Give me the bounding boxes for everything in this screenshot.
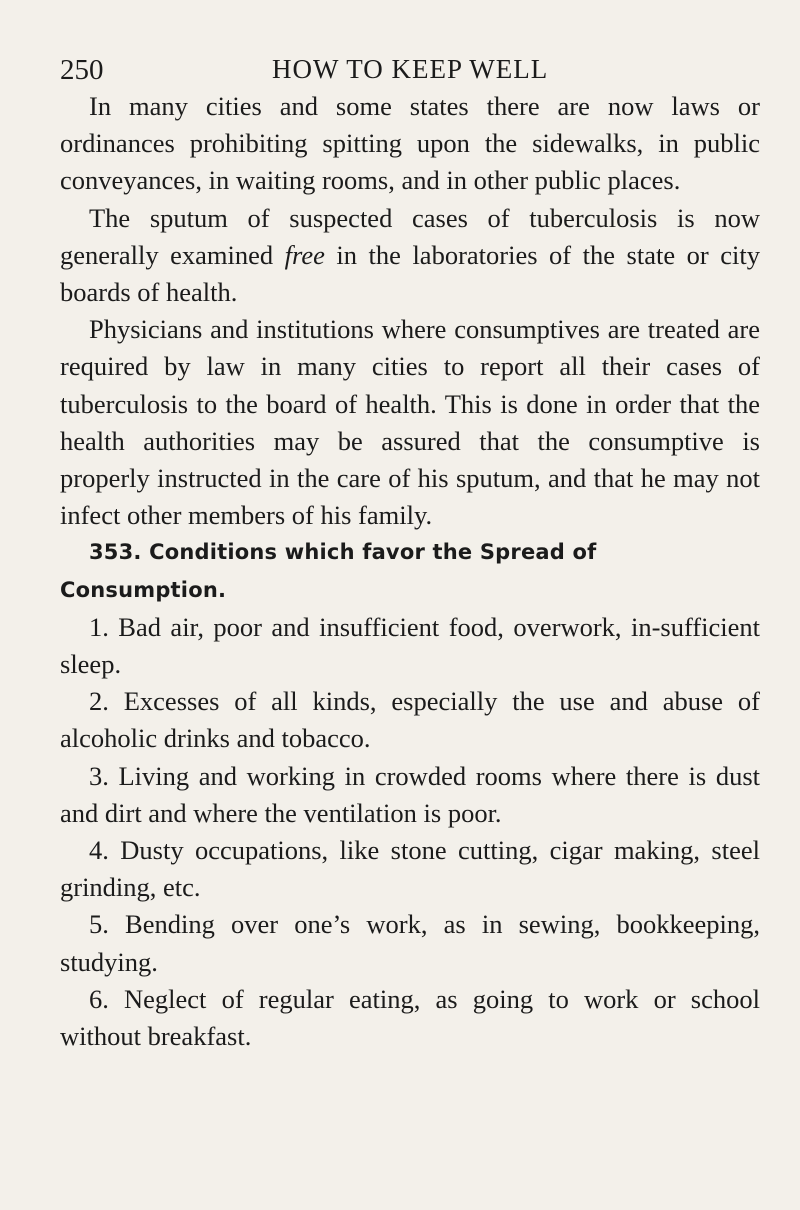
- emphasis-free: free: [284, 239, 325, 270]
- paragraph-reporting-cases: Physicians and institutions where consumptives are treated are required by law in many cities to report all their cases of tuberculosis to the board of health. This is done in order that the health authorities may be assured that the consumptive is properly instructed in the care of his sputum, and that he may not infect other members of his family.: [60, 314, 760, 531]
- list-item: 6. Neglect of regular eating, as going to work or school without breakfast.: [60, 983, 760, 1052]
- list-item: 2. Excesses of all kinds, especially the use and abuse of alcoholic drinks and tobacco.: [60, 686, 760, 754]
- section-heading: 353. Conditions which favor the Spread of Consumption.: [60, 540, 597, 602]
- list-item: 1. Bad air, poor and insufficient food, overwork, in-sufficient sleep.: [60, 611, 760, 680]
- list-item: 5. Bending over one’s work, as in sewing, bookkeeping, studying.: [60, 909, 760, 977]
- body-text: [60, 88, 760, 1055]
- paragraph-sputum-text-end: in the laboratories of the state or city boards of health.: [60, 239, 760, 308]
- paragraph-spitting-laws: In many cities and some states there are now laws or ordinances prohibiting spitting upon the sidewalks, in public conveyances, in waiting rooms, and in other public places.: [60, 91, 760, 196]
- list-item: 4. Dusty occupations, like stone cutting, cigar making, steel grinding, etc.: [60, 835, 760, 903]
- running-title: HOW TO KEEP WELL: [272, 54, 549, 84]
- paragraph-sputum-examination: [60, 200, 760, 312]
- page-number: 250: [60, 54, 104, 86]
- paragraph-sputum-text-start: The sputum of suspected cases of tuberculosis is now generally examined: [60, 202, 760, 270]
- list-item: 3. Living and working in crowded rooms where there is dust and dirt and where the ventilation is poor.: [60, 760, 760, 828]
